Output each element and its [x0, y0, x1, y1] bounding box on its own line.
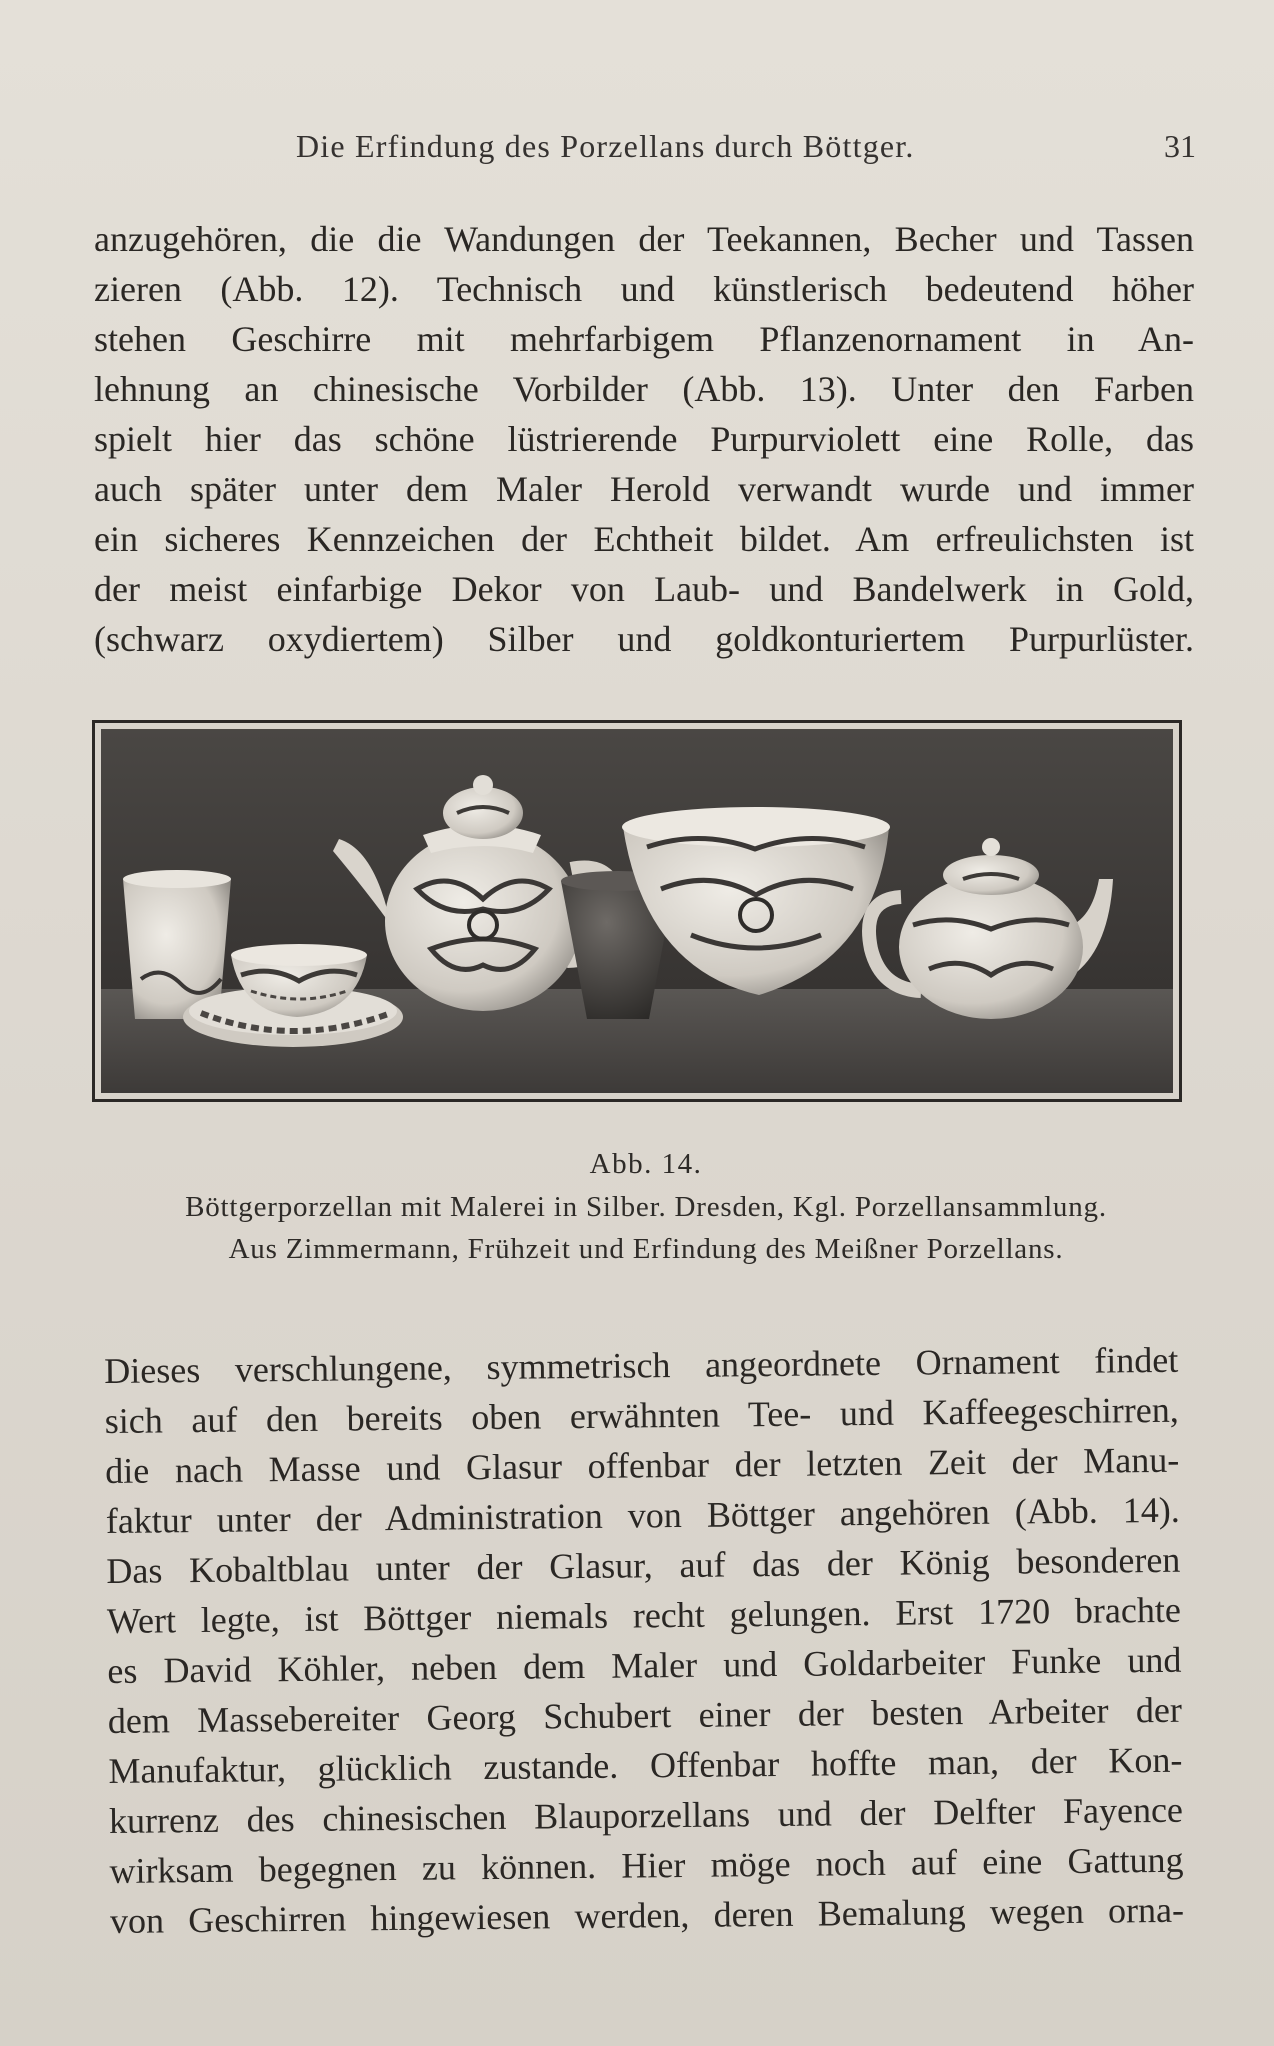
text-line: ein sicheres Kennzeichen der Echtheit bildet. Am erfreulichsten ist	[94, 519, 1194, 559]
paragraph-bottom	[104, 1335, 1184, 1946]
text-line: lehnung an chinesische Vorbilder (Abb. 13). Unter den Farben	[94, 369, 1194, 409]
caption-line: Aus Zimmermann, Frühzeit und Erfindung des Meißner Porzellans.	[228, 1233, 1064, 1265]
text-line: spielt hier das schöne lüstrierende Purpurviolett eine Rolle, das	[94, 419, 1194, 459]
page-number: 31	[1164, 128, 1196, 164]
text-line: kurrenz des chinesischen Blauporzellans und der Delfter Fayence	[108, 1789, 1184, 1841]
running-head	[96, 128, 1196, 172]
running-title: Die Erfindung des Porzellans durch Böttger.	[296, 128, 915, 164]
text-line: (schwarz oxydiertem) Silber und goldkonturiertem Purpurlüster.	[94, 619, 1194, 659]
text-line: faktur unter der Administration von Böttger angehören (Abb. 14).	[105, 1489, 1180, 1541]
porcelain-photo-image	[101, 729, 1173, 1093]
text-line: stehen Geschirre mit mehrfarbigem Pflanzenornament in An-	[94, 319, 1194, 359]
figure-label: Abb. 14.	[589, 1148, 703, 1180]
text-line: Das Kobaltblau unter der Glasur, auf das der König besonderen	[106, 1539, 1181, 1591]
text-line: anzugehören, die die Wandungen der Teekannen, Becher und Tassen	[94, 219, 1194, 259]
caption-line: Böttgerporzellan mit Malerei in Silber. Dresden, Kgl. Porzellansammlung.	[185, 1191, 1107, 1223]
text-line: dem Massebereiter Georg Schubert einer der besten Arbeiter der	[107, 1689, 1183, 1741]
text-line: zieren (Abb. 12). Technisch und künstlerisch bedeutend höher	[94, 269, 1194, 309]
text-line: wirksam begegnen zu können. Hier möge noch auf eine Gattung	[109, 1839, 1184, 1891]
text-line: Manufaktur, glücklich zustande. Offenbar hoffte man, der Kon-	[108, 1739, 1183, 1791]
text-line: die nach Masse und Glasur offenbar der letzten Zeit der Manu-	[105, 1439, 1180, 1491]
text-line: auch später unter dem Maler Herold verwandt wurde und immer	[94, 469, 1194, 509]
figure-caption	[96, 1142, 1196, 1270]
text-line: der meist einfarbige Dekor von Laub- und Bandelwerk in Gold,	[94, 569, 1194, 609]
text-line: von Geschirren hingewiesen werden, deren Bemalung wegen orna-	[109, 1889, 1185, 1941]
porcelain-photograph	[92, 720, 1182, 1102]
paragraph-top	[94, 214, 1194, 664]
text-line: Dieses verschlungene, symmetrisch angeordnete Ornament findet	[104, 1339, 1179, 1391]
text-line: es David Köhler, neben dem Maler und Goldarbeiter Funke und	[107, 1639, 1182, 1691]
text-line: sich auf den bereits oben erwähnten Tee- und Kaffeegeschirren,	[104, 1389, 1179, 1441]
text-line: Wert legte, ist Böttger niemals recht gelungen. Erst 1720 brachte	[106, 1589, 1182, 1641]
